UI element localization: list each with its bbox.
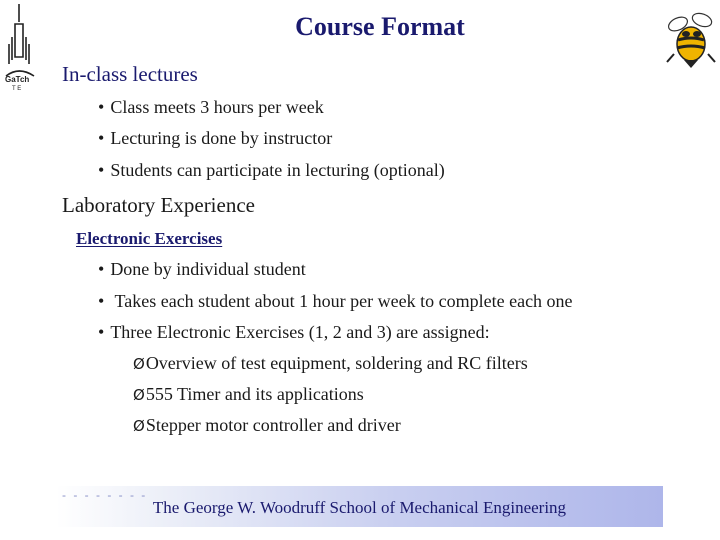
- footer-decoration: - - - - - - - -: [62, 488, 148, 502]
- sub-list-item: Ø555 Timer and its applications: [133, 384, 364, 404]
- bullet-icon: •: [98, 259, 105, 279]
- bullet-icon: •: [98, 97, 105, 117]
- bullet-item: • Class meets 3 hours per week: [98, 97, 324, 117]
- bullet-icon: •: [98, 291, 105, 311]
- section-heading-lectures: In-class lectures: [62, 62, 198, 86]
- bullet-icon: •: [98, 128, 105, 148]
- section-heading-laboratory: Laboratory Experience: [62, 193, 255, 217]
- bullet-item: • Three Electronic Exercises (1, 2 and 3) are assigned:: [98, 322, 490, 342]
- bullet-item: • Lecturing is done by instructor: [98, 128, 333, 148]
- bullet-item: • Takes each student about 1 hour per week to complete each one: [98, 291, 573, 311]
- sub-list-item: ØOverview of test equipment, soldering and RC filters: [133, 353, 528, 373]
- footer-bar: [56, 486, 663, 527]
- bullet-item: • Students can participate in lecturing (optional): [98, 160, 445, 180]
- arrow-bullet-icon: Ø: [133, 355, 145, 373]
- sub-list-item: ØStepper motor controller and driver: [133, 415, 401, 435]
- bullet-icon: •: [98, 322, 105, 342]
- bullet-item: • Done by individual student: [98, 259, 306, 279]
- arrow-bullet-icon: Ø: [133, 417, 145, 435]
- svg-text:GaTch: GaTch: [5, 75, 30, 84]
- footer-text: The George W. Woodruff School of Mechanical Engineering: [152, 498, 567, 517]
- slide-title: Course Format: [295, 12, 465, 41]
- arrow-bullet-icon: Ø: [133, 386, 145, 404]
- bullet-icon: •: [98, 160, 105, 180]
- svg-text:T E: T E: [12, 86, 22, 92]
- subheading-electronic-exercises: Electronic Exercises: [76, 229, 223, 248]
